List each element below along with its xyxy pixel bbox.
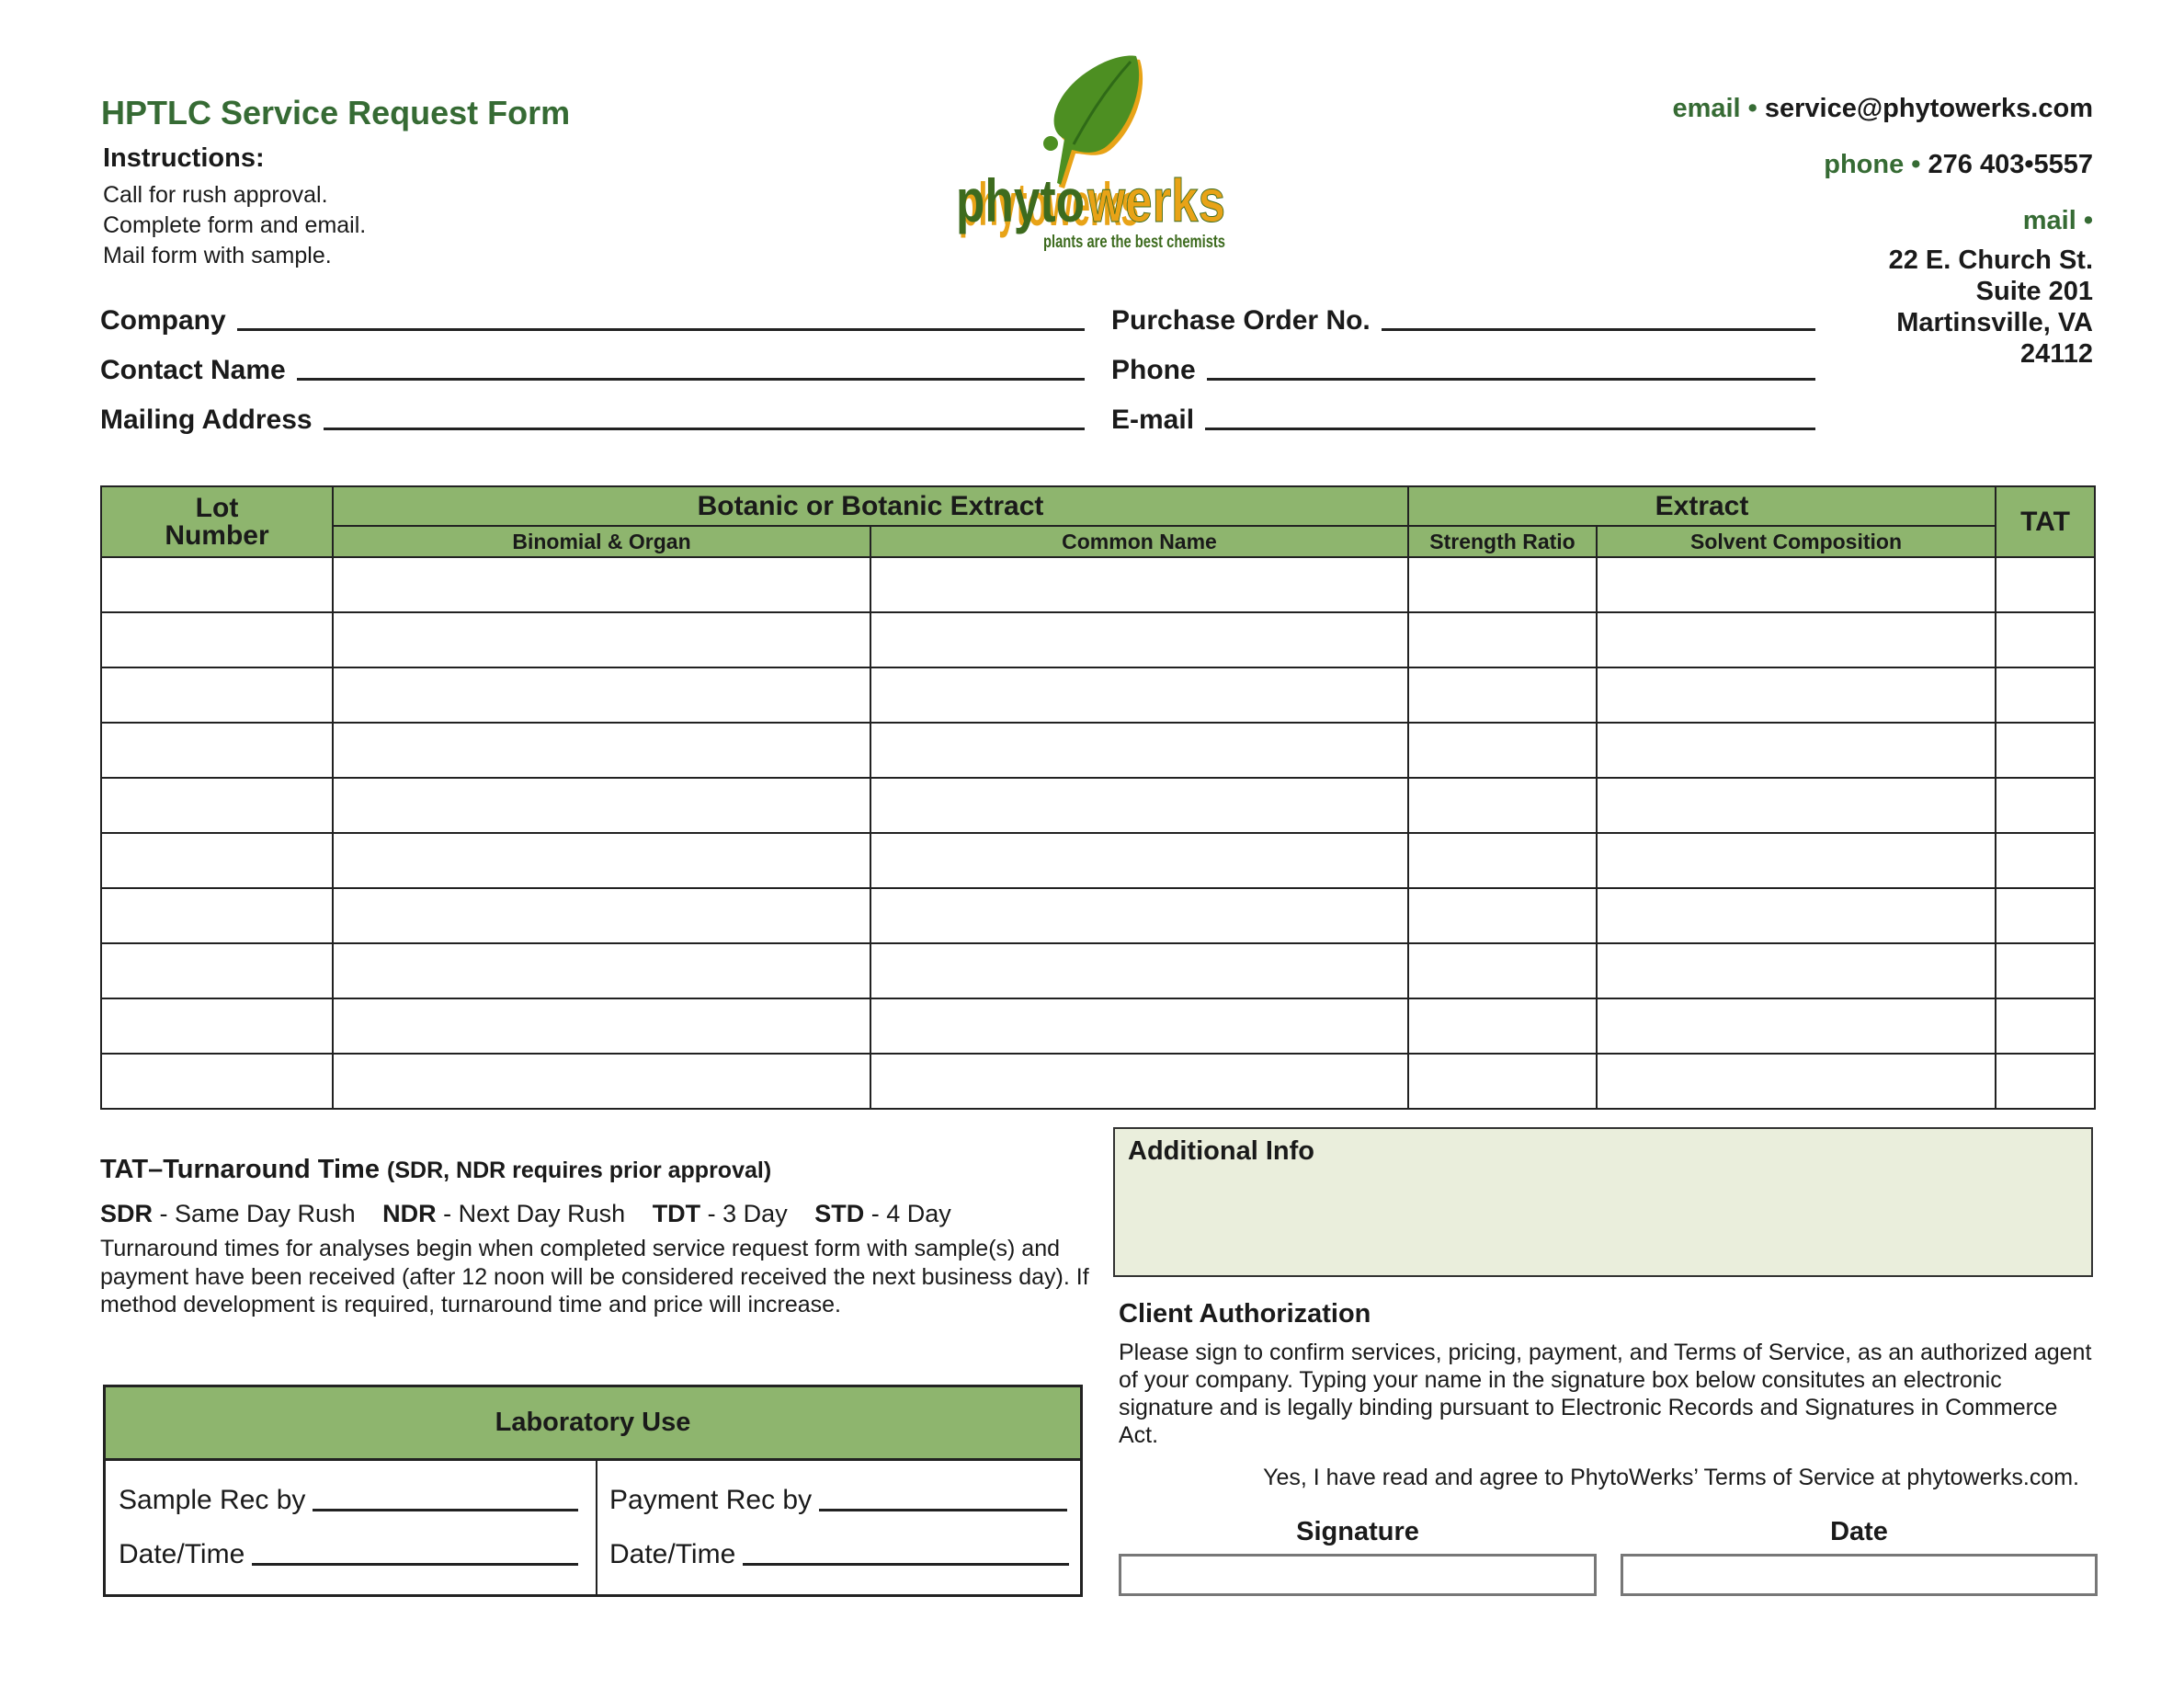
table-row: [101, 833, 2095, 888]
signature-input[interactable]: [1119, 1554, 1597, 1596]
purchase-order-label: Purchase Order No.: [1111, 305, 1371, 336]
binomial-organ-cell[interactable]: [333, 557, 870, 612]
common-name-cell[interactable]: [870, 557, 1408, 612]
phone-label: phone •: [1824, 150, 1928, 179]
tat-cell[interactable]: [1996, 888, 2095, 943]
sample-datetime-input[interactable]: [252, 1563, 578, 1566]
common-name-cell[interactable]: [870, 612, 1408, 667]
strength-ratio-cell[interactable]: [1408, 998, 1597, 1054]
sample-rec-label: Sample Rec by: [119, 1485, 306, 1515]
sample-request-table: [100, 485, 2096, 1110]
tat-code: TDT: [652, 1200, 701, 1227]
common-name-cell[interactable]: [870, 943, 1408, 998]
table-row: [101, 667, 2095, 723]
tat-codes: [100, 1200, 951, 1228]
strength-ratio-cell[interactable]: [1408, 888, 1597, 943]
form-title: HPTLC Service Request Form: [101, 94, 571, 131]
header-binomial-organ: Binomial & Organ: [333, 526, 870, 557]
binomial-organ-cell[interactable]: [333, 998, 870, 1054]
email-label: email •: [1672, 94, 1765, 123]
tat-code-desc: - 4 Day: [864, 1200, 951, 1227]
table-row: [101, 557, 2095, 612]
table-row: [101, 778, 2095, 833]
lot-number-cell[interactable]: [101, 723, 333, 778]
contact-name-input[interactable]: [297, 378, 1085, 381]
header-lot-line: Number: [165, 519, 269, 551]
tat-heading-text: TAT–Turnaround Time: [100, 1155, 380, 1184]
phone-field: [1111, 353, 1815, 386]
mail-label: mail •: [2022, 206, 2093, 235]
tat-cell[interactable]: [1996, 723, 2095, 778]
payment-datetime-input[interactable]: [743, 1563, 1069, 1566]
tat-code-desc: - Next Day Rush: [436, 1200, 626, 1227]
logo-text-phyto: phyto: [956, 166, 1085, 234]
table-row: [101, 612, 2095, 667]
solvent-composition-cell[interactable]: [1597, 778, 1996, 833]
instruction-item: Complete form and email.: [103, 212, 367, 238]
table-body: [101, 557, 2095, 1109]
payment-rec-input[interactable]: [819, 1509, 1067, 1511]
header-lot-number: [101, 486, 333, 557]
lot-number-cell[interactable]: [101, 667, 333, 723]
solvent-composition-cell[interactable]: [1597, 612, 1996, 667]
tat-code: STD: [814, 1200, 865, 1227]
address-line: 22 E. Church St.: [1888, 245, 2093, 275]
strength-ratio-cell[interactable]: [1408, 667, 1597, 723]
header-extract: Extract: [1408, 486, 1996, 526]
binomial-organ-cell[interactable]: [333, 778, 870, 833]
phone-value: 276 403•5557: [1928, 150, 2093, 179]
laboratory-use-heading: Laboratory Use: [106, 1387, 1080, 1461]
leaf-icon: [956, 51, 1241, 257]
strength-ratio-cell[interactable]: [1408, 723, 1597, 778]
contact-email: [1672, 94, 2093, 124]
solvent-composition-cell[interactable]: [1597, 667, 1996, 723]
agree-terms-text: Yes, I have read and agree to PhytoWerks’ Terms of Service at phytowerks.com.: [1263, 1465, 2079, 1490]
common-name-cell[interactable]: [870, 888, 1408, 943]
common-name-cell[interactable]: [870, 1054, 1408, 1109]
client-authorization-heading: Client Authorization: [1119, 1299, 1371, 1329]
lot-number-cell[interactable]: [101, 778, 333, 833]
strength-ratio-cell[interactable]: [1408, 557, 1597, 612]
common-name-cell[interactable]: [870, 998, 1408, 1054]
header-strength-ratio: Strength Ratio: [1408, 526, 1597, 557]
mailing-address-label: Mailing Address: [100, 405, 313, 435]
lot-number-cell[interactable]: [101, 943, 333, 998]
mailing-address-input[interactable]: [324, 428, 1085, 430]
solvent-composition-cell[interactable]: [1597, 943, 1996, 998]
company-label: Company: [100, 305, 226, 336]
instruction-item: Call for rush approval.: [103, 182, 328, 208]
mailing-address-field: [100, 403, 1085, 436]
email-field-label: E-mail: [1111, 405, 1195, 435]
table-row: [101, 723, 2095, 778]
tat-cell[interactable]: [1996, 667, 2095, 723]
solvent-composition-cell[interactable]: [1597, 833, 1996, 888]
tat-cell[interactable]: [1996, 778, 2095, 833]
tat-cell[interactable]: [1996, 943, 2095, 998]
phone-input[interactable]: [1207, 378, 1815, 381]
table-row: [101, 943, 2095, 998]
header-common-name: Common Name: [870, 526, 1408, 557]
strength-ratio-cell[interactable]: [1408, 943, 1597, 998]
payment-rec-label: Payment Rec by: [609, 1485, 813, 1515]
common-name-cell[interactable]: [870, 667, 1408, 723]
lot-number-cell[interactable]: [101, 612, 333, 667]
contact-name-field: [100, 353, 1085, 386]
address-line: Martinsville, VA: [1896, 308, 2093, 337]
address-line: Suite 201: [1975, 277, 2093, 306]
additional-info-box[interactable]: [1113, 1127, 2093, 1277]
signature-label: Signature: [1296, 1517, 1419, 1546]
contact-name-label: Contact Name: [100, 355, 286, 385]
binomial-organ-cell[interactable]: [333, 723, 870, 778]
sample-rec-field: [119, 1483, 578, 1516]
contact-phone: [1824, 150, 2093, 180]
payment-rec-field: [609, 1483, 1067, 1516]
header-tat: TAT: [1996, 486, 2095, 557]
address-line: 24112: [2019, 339, 2093, 369]
tat-code: SDR: [100, 1200, 154, 1227]
payment-datetime-field: [609, 1537, 1069, 1570]
date-label: Date: [1830, 1517, 1888, 1546]
mailing-address-block: [1889, 245, 2093, 370]
strength-ratio-cell[interactable]: [1408, 833, 1597, 888]
logo-shadow: phytowerks: [959, 170, 1139, 238]
table-row: [101, 888, 2095, 943]
tat-code-desc: - Same Day Rush: [153, 1200, 356, 1227]
lab-divider: [596, 1458, 597, 1594]
binomial-organ-cell[interactable]: [333, 943, 870, 998]
phone-field-label: Phone: [1111, 355, 1196, 385]
binomial-organ-cell[interactable]: [333, 667, 870, 723]
header-solvent-composition: Solvent Composition: [1597, 526, 1996, 557]
binomial-organ-cell[interactable]: [333, 833, 870, 888]
company-input[interactable]: [237, 328, 1085, 331]
tat-cell[interactable]: [1996, 833, 2095, 888]
instructions-heading: Instructions:: [103, 143, 265, 173]
tat-code-desc: - 3 Day: [700, 1200, 788, 1227]
binomial-organ-cell[interactable]: [333, 888, 870, 943]
date-input[interactable]: [1621, 1554, 2098, 1596]
client-authorization-text: Please sign to confirm services, pricing, payment, and Terms of Service, as an authorized agent of your company. Typing your name in the signature box below consitutes an electronic signature and is legally binding pursuant to Electronic Records and Signatures in Commerce Act.: [1119, 1340, 2092, 1448]
table-row: [101, 998, 2095, 1054]
sample-datetime-field: [119, 1537, 578, 1570]
common-name-cell[interactable]: [870, 723, 1408, 778]
company-field: [100, 303, 1085, 336]
email-value[interactable]: service@phytowerks.com: [1764, 94, 2093, 123]
lot-number-cell[interactable]: [101, 833, 333, 888]
tat-cell[interactable]: [1996, 557, 2095, 612]
solvent-composition-cell[interactable]: [1597, 1054, 1996, 1109]
header-botanic: Botanic or Botanic Extract: [333, 486, 1408, 526]
tat-heading: [100, 1155, 771, 1185]
additional-info-label: Additional Info: [1128, 1136, 1314, 1166]
solvent-composition-cell[interactable]: [1597, 557, 1996, 612]
strength-ratio-cell[interactable]: [1408, 778, 1597, 833]
tat-heading-note: (SDR, NDR requires prior approval): [387, 1158, 772, 1183]
phytowerks-logo: [956, 51, 1241, 257]
tat-cell[interactable]: [1996, 1054, 2095, 1109]
logo-tagline: plants are the best chemists: [1043, 233, 1225, 252]
lot-number-cell[interactable]: [101, 1054, 333, 1109]
common-name-cell[interactable]: [870, 833, 1408, 888]
common-name-cell[interactable]: [870, 778, 1408, 833]
binomial-organ-cell[interactable]: [333, 612, 870, 667]
sample-rec-input[interactable]: [313, 1509, 578, 1511]
lot-number-cell[interactable]: [101, 557, 333, 612]
instructions-list: [103, 180, 366, 271]
strength-ratio-cell[interactable]: [1408, 612, 1597, 667]
payment-datetime-label: Date/Time: [609, 1539, 736, 1569]
tat-cell[interactable]: [1996, 612, 2095, 667]
logo-text-werks: werks: [1086, 166, 1225, 234]
sample-datetime-label: Date/Time: [119, 1539, 245, 1569]
tat-code: NDR: [382, 1200, 437, 1227]
tat-cell[interactable]: [1996, 998, 2095, 1054]
instruction-item: Mail form with sample.: [103, 243, 332, 268]
solvent-composition-cell[interactable]: [1597, 998, 1996, 1054]
laboratory-use-box: [103, 1385, 1083, 1597]
email-input[interactable]: [1205, 428, 1815, 430]
strength-ratio-cell[interactable]: [1408, 1054, 1597, 1109]
purchase-order-field: [1111, 303, 1815, 336]
solvent-composition-cell[interactable]: [1597, 723, 1996, 778]
binomial-organ-cell[interactable]: [333, 1054, 870, 1109]
header-lot-line: Lot: [195, 492, 239, 523]
lot-number-cell[interactable]: [101, 998, 333, 1054]
lot-number-cell[interactable]: [101, 888, 333, 943]
email-field: [1111, 403, 1815, 436]
table-row: [101, 1054, 2095, 1109]
tat-paragraph: Turnaround times for analyses begin when completed service request form with sample(s) and payment have been received (after 12 noon will be considered received the next business day). If method development is required, turnaround time and price will increase.: [100, 1236, 1089, 1317]
purchase-order-input[interactable]: [1382, 328, 1815, 331]
solvent-composition-cell[interactable]: [1597, 888, 1996, 943]
